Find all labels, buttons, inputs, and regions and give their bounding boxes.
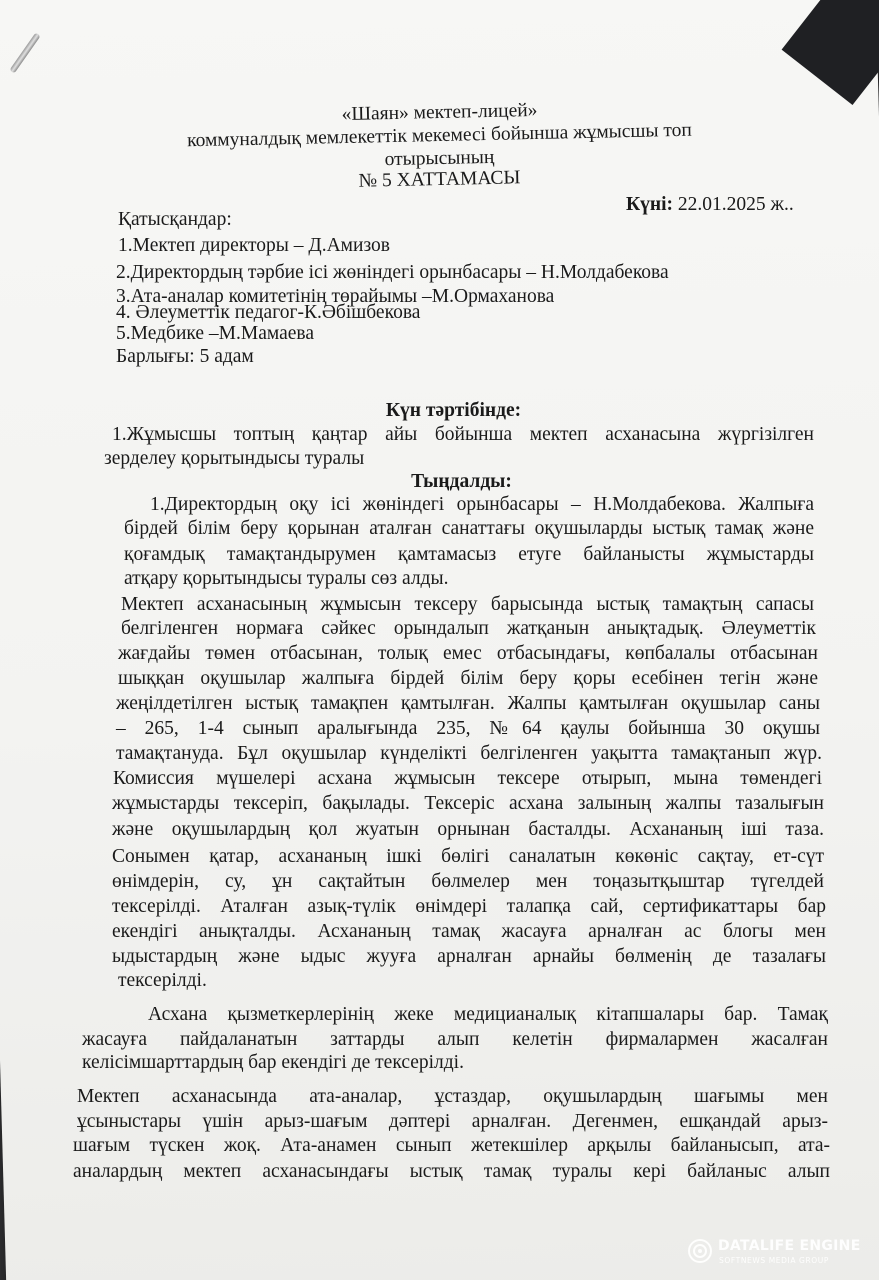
body-line: жеңілдетілген ыстық тамақпен қамтылған. Жалпы қамтылған оқушылар саны — [116, 693, 820, 714]
header-line3: отырысының — [384, 146, 495, 171]
agenda-line: зерделеу қорытындысы туралы — [104, 448, 365, 469]
datalife-logo-icon — [688, 1239, 712, 1263]
body-line: бірдей білім беру қорынан аталған санаттағы оқушыларды ыстық тамақ және — [124, 518, 814, 539]
body-line: ұсыныстары үшін арыз-шағым дәптері арналған. Дегенмен, ешқандай арыз- — [77, 1111, 828, 1132]
participant-item: 3.Ата-аналар комитетінің төрайымы –М.Ормаханова — [116, 286, 555, 307]
heard-heading: Тыңдалды: — [411, 471, 512, 492]
date-label: Күні: — [626, 194, 674, 215]
body-line: белгіленген нормаға сәйкес орындалып жатқанын анықтадық. Әлеуметтік — [121, 618, 816, 639]
body-line: ыдыстардың және ыдыс жууға арналған арнайы бөлменің де тазалағы — [112, 946, 826, 967]
body-line: және оқушылардың қол жуатын орнынан басталды. Асхананың іші таза. — [112, 819, 824, 840]
body-line: Комиссия мүшелері асхана жұмысын тексере отырып, мына төмендегі — [113, 768, 822, 789]
body-line: 1.Директордың оқу ісі жөніндегі орынбасары – Н.Молдабекова. Жалпыға — [150, 494, 814, 515]
body-line: Сонымен қатар, асхананың ішкі бөлігі саналатын көкөніс сақтау, ет-сүт — [112, 846, 824, 867]
header-line1: «Шаян» мектеп-лицей» — [341, 99, 538, 126]
header-line2: коммуналдық мемлекеттік мекемесі бойынша жұмысшы топ — [186, 119, 693, 152]
participant-item: 1.Мектеп директоры – Д.Амизов — [118, 235, 390, 256]
body-line: Мектеп асханасында ата-аналар, ұстаздар, оқушылардың шағымы мен — [77, 1086, 828, 1107]
agenda-line: 1.Жұмысшы топтың қаңтар айы бойынша мектеп асханасына жүргізілген — [112, 424, 814, 445]
participant-item: 5.Медбике –М.Мамаева — [116, 323, 314, 344]
date-line — [626, 193, 794, 216]
body-line: жасауға пайдаланатын заттарды алып келетін фирмалармен жасалған — [82, 1029, 828, 1050]
participant-item: 2.Директордың тәрбие ісі жөніндегі орынбасары – Н.Молдабекова — [116, 262, 669, 283]
body-line: Асхана қызметкерлерінің жеке медицианалық кітапшалары бар. Тамақ — [148, 1004, 828, 1025]
body-line: қоғамдық тамақтандырумен қамтамасыз етуге байланысты жұмыстарды — [124, 544, 814, 565]
body-line: шағым түскен жоқ. Ата-анамен сынып жетекшілер арқылы байланысып, ата- — [73, 1135, 830, 1156]
body-line: Мектеп асханасының жұмысын тексеру барысында ыстық тамақтың сапасы — [121, 594, 814, 615]
body-line: екендігі анықталды. Асхананың тамақ жасауға арналған ас блогы мен — [112, 921, 826, 942]
body-line: жұмыстарды тексеріп, бақылады. Тексеріс асхана залының жалпы тазалығын — [112, 793, 824, 814]
participant-item: 4. Әлеуметтік педагог-К.Әбішбекова — [116, 302, 421, 323]
body-line: тексерілді. Аталған азық-түлік өнімдері талапқа сай, сертификаттары бар — [112, 896, 826, 917]
participants-heading: Қатысқандар: — [118, 209, 232, 230]
body-line: жағдайы төмен отбасынан, толық емес отбасындағы, көпбалалы отбасынан — [118, 643, 818, 664]
watermark-subtitle: SOFTNEWS MEDIA GROUP — [719, 1256, 829, 1265]
date-value: 22.01.2025 ж.. — [673, 194, 794, 215]
body-line: аналардың мектеп асханасындағы ыстық тамақ туралы кері байланыс алып — [73, 1161, 830, 1182]
body-line: келісімшарттардың бар екендігі де тексерілді. — [82, 1052, 464, 1073]
watermark-title: DATALIFE ENGINE — [718, 1238, 861, 1254]
document-title: № 5 ХАТТАМАСЫ — [358, 167, 521, 192]
datalife-watermark — [688, 1236, 868, 1272]
agenda-heading: Күн тәртібінде: — [385, 400, 522, 421]
body-line: – 265, 1-4 сынып аралығында 235, №64 қаулы бойынша 30 оқушы — [116, 718, 820, 739]
body-line: шыққан оқушылар жалпыға бірдей білім беру қоры есебінен тегін және — [118, 668, 818, 689]
body-line: өнімдерін, су, ұн сақтайтын бөлмелер мен тоңазытқыштар түгелдей — [112, 871, 824, 892]
participants-total: Барлығы: 5 адам — [116, 346, 254, 367]
body-line: атқару қорытындысы туралы сөз алды. — [124, 568, 449, 589]
body-line: тамақтануда. Бұл оқушылар күнделікті белгіленген уақытта тамақтанып жүр. — [116, 743, 822, 764]
body-line: тексерілді. — [118, 970, 207, 991]
